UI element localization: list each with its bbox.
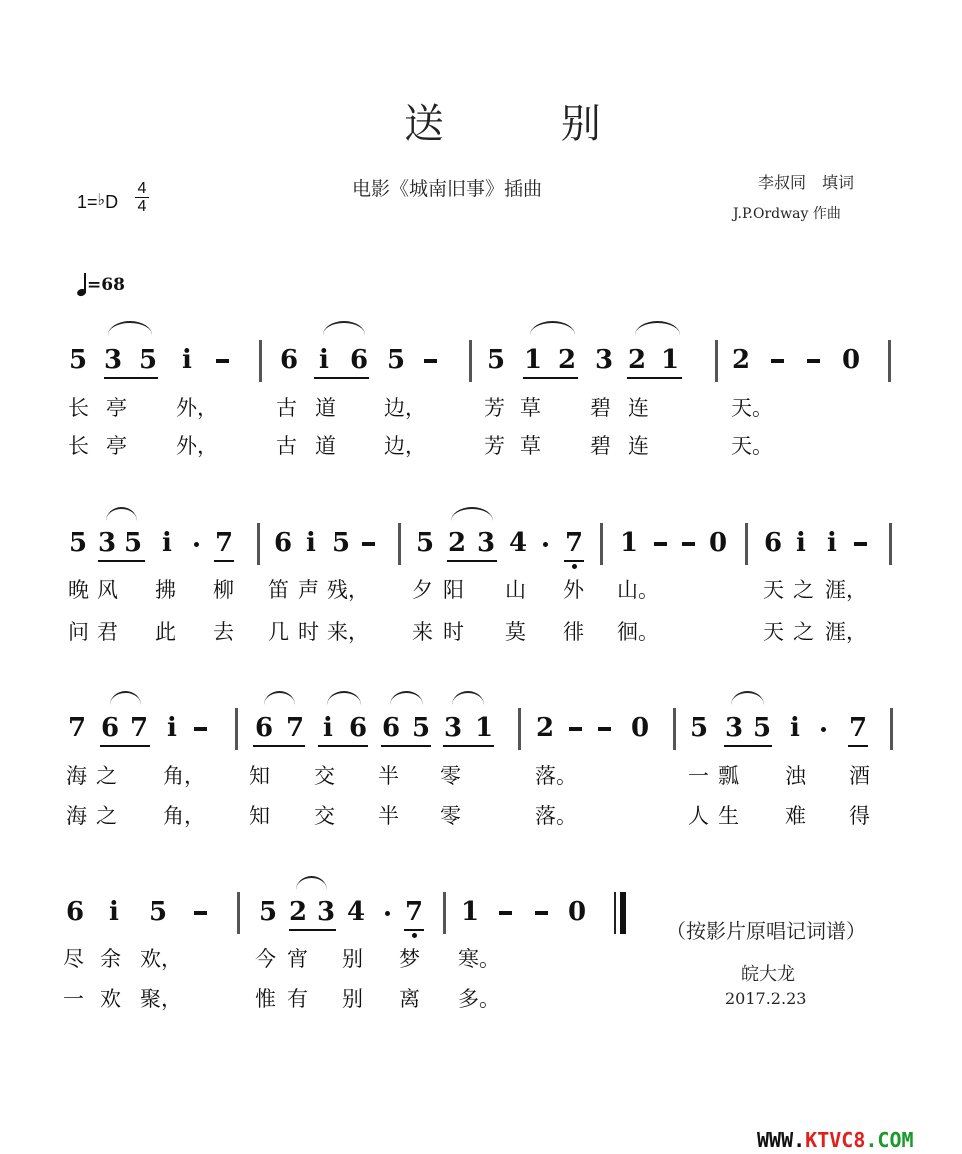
augmentation-dot-icon — [194, 542, 199, 547]
composer-credit: J.P.Ordway 作曲 — [733, 206, 841, 222]
note-2: 2 — [447, 528, 467, 558]
tempo-marking — [77, 272, 125, 296]
barline — [600, 523, 603, 565]
note-0: 0 — [630, 713, 650, 743]
note-5: 5 — [411, 713, 431, 743]
lyric-char: 涯， — [825, 578, 867, 602]
dash-hold — [682, 542, 695, 546]
dash-hold — [807, 359, 820, 363]
lyric-char: 徘 — [563, 620, 584, 644]
slur-arc — [110, 691, 141, 705]
note-i: i — [827, 528, 837, 558]
note-1: 1 — [660, 345, 680, 375]
barline — [259, 340, 262, 382]
note-3: 3 — [724, 713, 744, 743]
transcriber-name: 皖大龙 — [741, 964, 795, 985]
augmentation-dot-icon — [543, 542, 548, 547]
key-signature — [77, 190, 118, 213]
note-5: 5 — [386, 345, 406, 375]
slur-arc — [635, 321, 680, 335]
time-signature-top: 4 — [137, 180, 147, 197]
lyric-char: 得 — [849, 804, 870, 828]
lyric-char: 今 — [255, 947, 276, 971]
lyric-char: 笛 — [268, 578, 289, 602]
lyric-char: 连 — [628, 396, 649, 420]
lower-octave-dot-icon — [572, 564, 577, 569]
lyric-char: 落。 — [535, 804, 577, 828]
transcription-note: （按影片原唱记词谱） — [666, 919, 866, 943]
lyric-char: 柳 — [213, 578, 234, 602]
eighth-underline — [564, 560, 584, 562]
lyric-char: 难 — [785, 804, 806, 828]
dash-hold — [854, 542, 867, 546]
lyric-char: 宵 — [287, 947, 308, 971]
lyric-char: 涯， — [825, 620, 867, 644]
lyric-char: 海 — [66, 804, 87, 828]
lyric-char: 半 — [378, 764, 399, 788]
lyric-char: 长 — [68, 396, 89, 420]
barline — [398, 523, 401, 565]
key-note: D — [105, 192, 119, 212]
augmentation-dot-icon — [385, 911, 390, 916]
lyric-char: 之 — [793, 620, 814, 644]
lyric-char: 之 — [793, 578, 814, 602]
lyric-char: 海 — [66, 764, 87, 788]
lyric-char: 角， — [163, 804, 205, 828]
note-3: 3 — [443, 713, 463, 743]
lyric-char: 寒。 — [458, 947, 500, 971]
lyric-char: 亭 — [106, 434, 127, 458]
barline — [235, 708, 238, 750]
note-5: 5 — [68, 345, 88, 375]
lyric-char: 尽 — [63, 947, 84, 971]
lyric-char: 欢 — [100, 987, 121, 1011]
barline — [673, 708, 676, 750]
note-1: 1 — [474, 713, 494, 743]
slur-arc — [452, 691, 484, 705]
dash-hold — [771, 359, 784, 363]
lyric-char: 天 — [763, 578, 784, 602]
lyric-char: 人 — [688, 804, 709, 828]
lyric-char: 古 — [276, 396, 297, 420]
barline — [257, 523, 260, 565]
lyric-char: 外 — [563, 578, 584, 602]
lyric-char: 去 — [213, 620, 234, 644]
slur-arc — [327, 691, 361, 705]
key-prefix: 1= — [77, 192, 98, 212]
lyric-char: 半 — [378, 804, 399, 828]
eighth-underline — [314, 377, 369, 379]
lyric-char: 离 — [399, 987, 420, 1011]
eighth-underline — [214, 560, 234, 562]
lyric-char: 外， — [176, 396, 218, 420]
barline — [889, 523, 892, 565]
watermark-logo — [757, 1128, 914, 1152]
lyric-char: 晚 — [68, 578, 89, 602]
note-i: i — [323, 713, 333, 743]
barline — [745, 523, 748, 565]
lyric-char: 梦 — [399, 947, 420, 971]
song-subtitle: 电影《城南旧事》插曲 — [352, 178, 543, 200]
note-5: 5 — [415, 528, 435, 558]
note-6: 6 — [763, 528, 783, 558]
eighth-underline — [104, 377, 158, 379]
note-5: 5 — [148, 897, 168, 927]
note-3: 3 — [476, 528, 496, 558]
lyric-char: 别 — [342, 947, 363, 971]
note-i: i — [306, 528, 316, 558]
lyric-char: 别 — [342, 987, 363, 1011]
note-4: 4 — [346, 897, 366, 927]
note-3: 3 — [103, 345, 123, 375]
lyric-char: 碧 — [590, 434, 611, 458]
eighth-underline — [253, 745, 305, 747]
lyric-char: 天。 — [731, 396, 773, 420]
note-7: 7 — [129, 713, 149, 743]
lyric-char: 阳 — [443, 578, 464, 602]
lyric-char: 亭 — [106, 396, 127, 420]
note-6: 6 — [273, 528, 293, 558]
note-2: 2 — [288, 897, 308, 927]
lyric-char: 天 — [763, 620, 784, 644]
note-7: 7 — [285, 713, 305, 743]
slur-arc — [264, 691, 295, 705]
note-2: 2 — [731, 345, 751, 375]
dash-hold — [362, 542, 375, 546]
song-title: 送 别 — [404, 101, 653, 147]
note-i: i — [319, 345, 329, 375]
final-barline-thick — [620, 892, 626, 934]
note-5: 5 — [486, 345, 506, 375]
eighth-underline — [443, 745, 494, 747]
lyric-char: 徊。 — [617, 620, 659, 644]
note-i: i — [167, 713, 177, 743]
lyric-char: 声 — [298, 578, 319, 602]
lyric-char: 之 — [96, 804, 117, 828]
lyric-char: 余 — [100, 947, 121, 971]
lyric-char: 此 — [155, 620, 176, 644]
lyric-char: 交 — [314, 804, 335, 828]
note-i: i — [109, 897, 119, 927]
note-7: 7 — [564, 528, 584, 558]
note-6: 6 — [65, 897, 85, 927]
time-signature-bottom: 4 — [137, 198, 147, 215]
note-7: 7 — [404, 897, 424, 927]
barline — [888, 340, 891, 382]
lyric-char: 芳 — [484, 434, 505, 458]
lyric-char: 草 — [520, 396, 541, 420]
lyricist-credit: 李叔同 填词 — [758, 173, 855, 192]
dash-hold — [598, 727, 611, 731]
dash-hold — [535, 911, 548, 915]
lyric-char: 草 — [520, 434, 541, 458]
note-1: 1 — [523, 345, 543, 375]
note-3: 3 — [316, 897, 336, 927]
dash-hold — [569, 727, 582, 731]
eighth-underline — [404, 929, 424, 931]
slur-arc — [296, 876, 327, 890]
note-3: 3 — [97, 528, 117, 558]
note-6: 6 — [381, 713, 401, 743]
slur-arc — [108, 321, 152, 335]
eighth-underline — [523, 377, 578, 379]
dash-hold — [194, 727, 207, 731]
barline — [237, 892, 240, 934]
note-6: 6 — [279, 345, 299, 375]
slur-arc — [323, 321, 365, 335]
note-6: 6 — [100, 713, 120, 743]
lyric-char: 边， — [384, 396, 426, 420]
lyric-char: 时 — [298, 620, 319, 644]
lyric-char: 生 — [718, 804, 739, 828]
lyric-char: 长 — [68, 434, 89, 458]
lyric-char: 残， — [327, 578, 369, 602]
lyric-char: 夕 — [412, 578, 433, 602]
note-5: 5 — [752, 713, 772, 743]
lyric-char: 一 — [63, 987, 84, 1011]
note-i: i — [162, 528, 172, 558]
watermark-tld: .COM — [865, 1128, 914, 1152]
note-1: 1 — [460, 897, 480, 927]
lyric-char: 问 — [68, 620, 89, 644]
note-2: 2 — [557, 345, 577, 375]
lyric-char: 碧 — [590, 396, 611, 420]
lyric-char: 瓢 — [718, 764, 739, 788]
lower-octave-dot-icon — [412, 933, 417, 938]
lyric-char: 多。 — [458, 987, 500, 1011]
lyric-char: 之 — [96, 764, 117, 788]
tempo-value: =68 — [87, 275, 125, 295]
watermark-www: WWW. — [757, 1128, 806, 1152]
slur-arc — [731, 691, 764, 705]
dash-hold — [654, 542, 667, 546]
lyric-char: 浊 — [785, 764, 806, 788]
lyric-char: 莫 — [505, 620, 526, 644]
lyric-char: 聚， — [140, 987, 182, 1011]
quarter-note-icon — [77, 272, 87, 296]
eighth-underline — [724, 745, 772, 747]
barline — [469, 340, 472, 382]
note-3: 3 — [594, 345, 614, 375]
barline — [715, 340, 718, 382]
eighth-underline — [100, 745, 150, 747]
lyric-char: 酒 — [849, 764, 870, 788]
lyric-char: 交 — [314, 764, 335, 788]
lyric-char: 知 — [249, 764, 270, 788]
barline — [443, 892, 446, 934]
augmentation-dot-icon — [821, 727, 826, 732]
lyric-char: 芳 — [484, 396, 505, 420]
watermark-brand: KTVC8 — [805, 1128, 866, 1152]
note-5: 5 — [138, 345, 158, 375]
eighth-underline — [848, 745, 868, 747]
lyric-char: 君 — [97, 620, 118, 644]
dash-hold — [194, 911, 207, 915]
time-signature — [135, 180, 149, 215]
lyric-char: 欢， — [140, 947, 182, 971]
note-1: 1 — [619, 528, 639, 558]
note-5: 5 — [68, 528, 88, 558]
lyric-char: 惟 — [255, 987, 276, 1011]
note-i: i — [796, 528, 806, 558]
note-0: 0 — [841, 345, 861, 375]
slur-arc — [451, 507, 493, 521]
note-7: 7 — [67, 713, 87, 743]
note-6: 6 — [349, 345, 369, 375]
note-2: 2 — [627, 345, 647, 375]
flat-icon: ♭ — [97, 192, 106, 209]
dash-hold — [216, 359, 229, 363]
lyric-char: 零 — [440, 804, 461, 828]
note-4: 4 — [508, 528, 528, 558]
lyric-char: 风 — [97, 578, 118, 602]
note-6: 6 — [254, 713, 274, 743]
eighth-underline — [98, 560, 145, 562]
slur-arc — [390, 691, 423, 705]
barline — [518, 708, 521, 750]
note-7: 7 — [214, 528, 234, 558]
lyric-char: 外， — [176, 434, 218, 458]
note-0: 0 — [567, 897, 587, 927]
lyric-char: 几 — [268, 620, 289, 644]
eighth-underline — [627, 377, 682, 379]
note-5: 5 — [123, 528, 143, 558]
lyric-char: 来， — [327, 620, 369, 644]
eighth-underline — [381, 745, 431, 747]
lyric-char: 知 — [249, 804, 270, 828]
note-i: i — [790, 713, 800, 743]
lyric-char: 古 — [276, 434, 297, 458]
slur-arc — [530, 321, 575, 335]
transcription-date: 2017.2.23 — [725, 989, 807, 1008]
lyric-char: 来 — [412, 620, 433, 644]
lyric-char: 零 — [440, 764, 461, 788]
lyric-char: 落。 — [535, 764, 577, 788]
lyric-char: 角， — [163, 764, 205, 788]
note-6: 6 — [348, 713, 368, 743]
final-barline-thin — [614, 892, 616, 934]
lyric-char: 边， — [384, 434, 426, 458]
note-5: 5 — [689, 713, 709, 743]
eighth-underline — [447, 560, 497, 562]
dash-hold — [499, 911, 512, 915]
lyric-char: 山 — [505, 578, 526, 602]
eighth-underline — [318, 745, 368, 747]
lyric-char: 拂 — [155, 578, 176, 602]
note-2: 2 — [535, 713, 555, 743]
lyric-char: 一 — [688, 764, 709, 788]
note-0: 0 — [708, 528, 728, 558]
lyric-char: 时 — [443, 620, 464, 644]
barline — [890, 708, 893, 750]
lyric-char: 有 — [287, 987, 308, 1011]
dash-hold — [424, 359, 437, 363]
note-5: 5 — [331, 528, 351, 558]
eighth-underline — [289, 929, 336, 931]
lyric-char: 道 — [315, 396, 336, 420]
note-7: 7 — [848, 713, 868, 743]
lyric-char: 天。 — [731, 434, 773, 458]
lyric-char: 连 — [628, 434, 649, 458]
lyric-char: 道 — [315, 434, 336, 458]
note-5: 5 — [258, 897, 278, 927]
slur-arc — [106, 507, 137, 521]
lyric-char: 山。 — [617, 578, 659, 602]
note-i: i — [182, 345, 192, 375]
